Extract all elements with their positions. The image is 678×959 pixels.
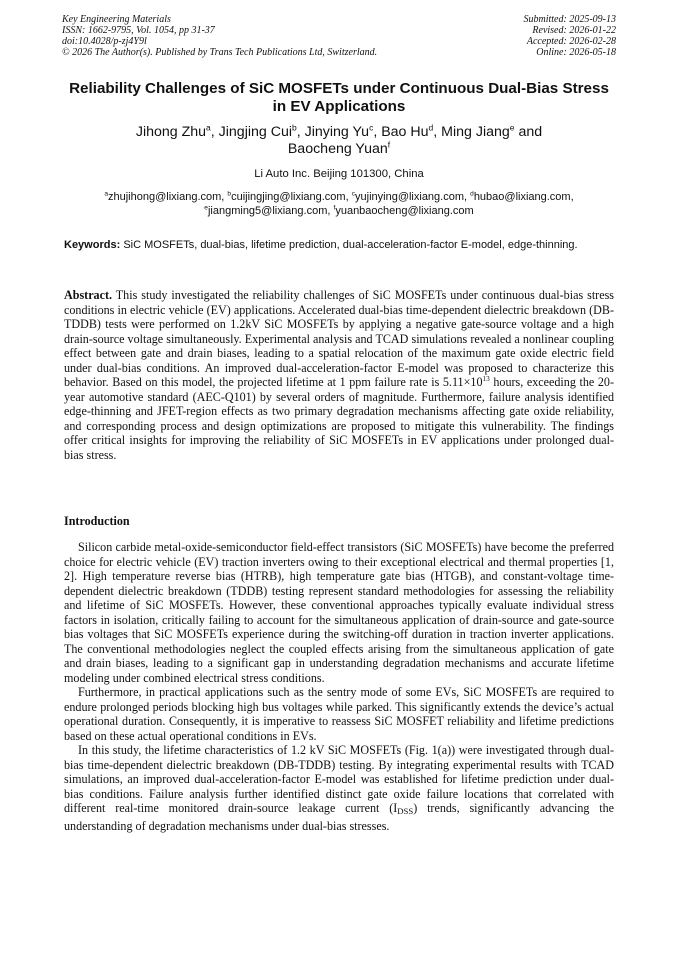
copyright-line: © 2026 The Author(s). Published by Trans Tech Publications Ltd, Switzerland. bbox=[62, 47, 378, 58]
author-name: Ming Jiang bbox=[441, 124, 510, 140]
author-name: Baocheng Yuan bbox=[287, 141, 388, 157]
journal-name: Key Engineering Materials bbox=[62, 14, 171, 25]
author-separator: , bbox=[373, 124, 382, 140]
abstract bbox=[64, 288, 614, 462]
author-separator: and bbox=[514, 124, 543, 140]
abstract-label: Abstract. bbox=[64, 288, 113, 302]
affiliation: Li Auto Inc. Beijing 101300, China bbox=[254, 168, 424, 180]
author-list bbox=[62, 124, 616, 158]
author-separator: , bbox=[296, 124, 305, 140]
keywords bbox=[64, 238, 614, 252]
intro-paragraph-2: Furthermore, in practical applications such as the sentry mode of some EVs, SiC MOSFETs are required to endure prolonged periods blocking high bus voltages while parked. This significantly extends the device’s actual operational duration. Consequently, it is imperative to reassess SiC MOSFET reliability and lifetime predictions based on these actual operational conditions in EVs. bbox=[64, 685, 614, 743]
keywords-text: SiC MOSFETs, dual-bias, lifetime prediction, dual-acceleration-factor E-model, edge-thinning. bbox=[123, 239, 578, 251]
introduction-heading: Introduction bbox=[64, 514, 130, 528]
author-name: Bao Hu bbox=[381, 124, 429, 140]
author-mark: d bbox=[428, 122, 434, 133]
intro-p3-subscript: DSS bbox=[397, 806, 414, 817]
author-mark: c bbox=[369, 122, 374, 133]
email-address[interactable]: cuijingjing@lixiang.com bbox=[231, 191, 346, 203]
author-name: Jinying Yu bbox=[304, 124, 370, 140]
email-mark: b bbox=[227, 190, 232, 198]
online-date: Online: 2026-05-18 bbox=[536, 47, 616, 58]
email-separator: , bbox=[464, 191, 471, 203]
email-address[interactable]: yujinying@lixiang.com bbox=[355, 191, 465, 203]
issn-line: ISSN: 1662-9795, Vol. 1054, pp 31-37 bbox=[62, 25, 215, 36]
author-name: Jingjing Cui bbox=[218, 124, 293, 140]
email-mark: e bbox=[204, 204, 208, 212]
intro-paragraph-3 bbox=[64, 743, 614, 833]
email-address[interactable]: jiangming5@lixiang.com bbox=[207, 205, 328, 217]
email-separator: , bbox=[221, 191, 228, 203]
abstract-exponent: 13 bbox=[482, 374, 490, 383]
submitted-date: Submitted: 2025-09-13 bbox=[523, 14, 616, 25]
email-separator: , bbox=[327, 205, 334, 217]
email-mark: c bbox=[351, 190, 356, 198]
email-mark: f bbox=[333, 204, 336, 212]
introduction-body bbox=[64, 540, 614, 833]
accepted-date: Accepted: 2026-02-28 bbox=[526, 36, 616, 47]
author-mark: f bbox=[387, 139, 391, 150]
journal-header bbox=[62, 14, 616, 58]
author-mark: a bbox=[206, 122, 211, 133]
email-mark: d bbox=[470, 190, 474, 198]
author-separator: , bbox=[433, 124, 442, 140]
abstract-text-before: This study investigated the reliability challenges of SiC MOSFETs under continuous dual-bias stress conditions in electric vehicle (EV) applications. Accelerated dual-bias time-dependent dielectric breakdown (DB-TDDB) tests were performed on 1.2kV SiC MOSFETs by applying a negative gate-source voltage and a high drain-source voltage simultaneously. Experimental analysis and TCAD simulations revealed a nonlinear coupling effect between gate and drain biases, leading to a spatial relocation of the maximum gate oxide electric field under dual-bias conditions. An improved dual-acceleration-factor E-model was proposed to characterize this behavior. Based on this model, the projected lifetime at 1 ppm failure rate is 5.11×10 bbox=[64, 288, 614, 389]
email-address[interactable]: hubao@lixiang.com bbox=[473, 191, 571, 203]
intro-p3-before: In this study, the lifetime characteristics of 1.2 kV SiC MOSFETs (Fig. 1(a)) were investigated through dual-bias time-dependent dielectric breakdown (DB-TDDB) testing. By integrating experimental results with TCAD simulations, an improved dual-acceleration-factor E-model was established for lifetime prediction under dual-bias conditions. Failure analysis further identified distinct gate oxide failure locations that correlated with different real-time monitored drain-source leakage current (I bbox=[64, 743, 614, 815]
keywords-label: Keywords: bbox=[64, 239, 121, 251]
email-separator: , bbox=[345, 191, 352, 203]
paper-title: Reliability Challenges of SiC MOSFETs under Continuous Dual-Bias Stress in EV Applications bbox=[69, 80, 609, 115]
revised-date: Revised: 2026-01-22 bbox=[532, 25, 616, 36]
email-list bbox=[62, 190, 616, 218]
intro-paragraph-1: Silicon carbide metal-oxide-semiconductor field-effect transistors (SiC MOSFETs) have become the preferred choice for electric vehicle (EV) traction inverters owing to their exceptional electrical and thermal properties [1, 2]. High temperature reverse bias (HTRB), high temperature gate bias (HTGB), and constant-voltage time-dependent dielectric breakdown (TDDB) testing represent standard methodologies for assessing the reliability and lifetime of SiC MOSFETs. However, these conventional approaches typically evaluate individual stress factors in isolation, critically failing to account for the simultaneous application of drain-source and gate-source bias voltages that SiC MOSFETs experience during the switching-off duration in traction inverter applications. The conventional methodologies neglect the coupled effects arising from the simultaneous application of gate and drain biases, leading to a significant gap in understanding degradation mechanisms and accurate lifetime modeling under combined electrical stress conditions. bbox=[64, 540, 614, 685]
author-mark: b bbox=[292, 122, 297, 133]
intro-p3-after: ) trends, significantly advancing the understanding of degradation mechanisms under dual-bias stresses. bbox=[64, 801, 614, 833]
email-mark: a bbox=[104, 190, 108, 198]
abstract-text-after: hours, exceeding the 20-year automotive standard (AEC-Q101) by several orders of magnitude. Furthermore, failure analysis identified edge-thinning and JFET-region effects as two primary degradation mechanisms affecting gate oxide reliability, and corresponding process and design optimizations are proposed to mitigate this vulnerability. The findings offer critical insights for improving the reliability of SiC MOSFETs in EV applications under prolonged dual-bias stress. bbox=[64, 375, 614, 462]
doi-line: doi:10.4028/p-zj4Y9l bbox=[62, 36, 147, 47]
email-address[interactable]: zhujihong@lixiang.com bbox=[108, 191, 222, 203]
email-address[interactable]: yuanbaocheng@lixiang.com bbox=[335, 205, 474, 217]
author-name: Jihong Zhu bbox=[135, 124, 207, 140]
email-separator: , bbox=[570, 191, 574, 203]
author-separator: , bbox=[210, 124, 219, 140]
author-mark: e bbox=[509, 122, 515, 133]
